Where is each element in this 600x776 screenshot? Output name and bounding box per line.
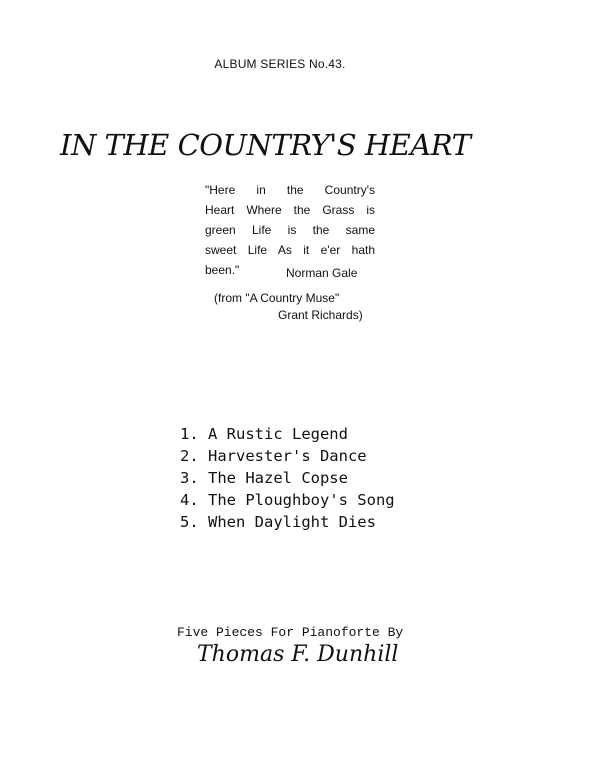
series-label: ALBUM SERIES No.43. [214,57,346,71]
epigraph-author: Norman Gale [286,266,358,280]
contents-item: 1. A Rustic Legend [180,425,348,443]
composer-name: Thomas F. Dunhill [197,642,399,667]
epigraph-line: sweet Life As it e'er hath [205,243,375,257]
contents-item: 3. The Hazel Copse [180,469,348,487]
contents-list [180,423,395,533]
contents-item: 5. When Daylight Dies [180,513,376,531]
epigraph-source-line: (from "A Country Muse" [214,291,340,305]
page-title: IN THE COUNTRY'S HEART [60,128,471,162]
epigraph-line: green Life is the same [205,223,375,237]
contents-item: 2. Harvester's Dance [180,447,367,465]
epigraph-source [214,290,363,324]
contents-item: 4. The Ploughboy's Song [180,491,395,509]
epigraph-line: "Here in the Country's [205,183,375,197]
epigraph-source-line: Grant Richards) [278,308,363,322]
epigraph-quote [205,180,375,280]
epigraph-line: Heart Where the Grass is [205,203,375,217]
epigraph-line: been." [205,263,240,277]
subtitle: Five Pieces For Pianoforte By [177,625,404,640]
